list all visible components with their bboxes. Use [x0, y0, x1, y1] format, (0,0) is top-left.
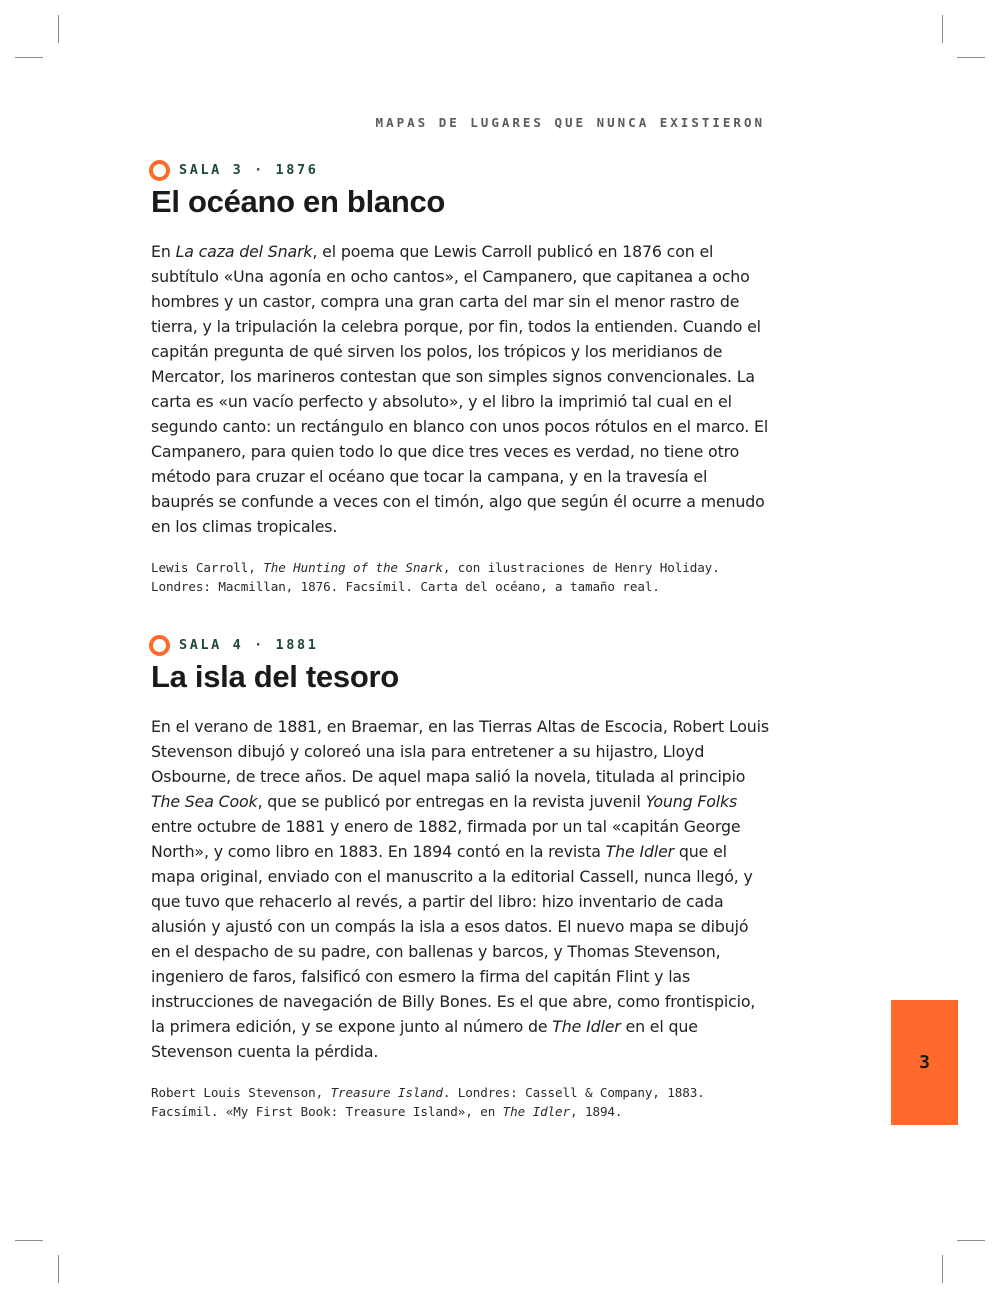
italic-text: The Idler: [552, 1017, 621, 1036]
section-sala-3: [151, 160, 769, 596]
italic-text: The Sea Cook: [151, 792, 258, 811]
citation-line: [151, 558, 769, 577]
crop-mark: [942, 1255, 943, 1283]
ring-icon: [149, 635, 170, 656]
running-head: MAPAS DE LUGARES QUE NUNCA EXISTIERON: [375, 115, 765, 130]
body-text: en el que Stevenson cuenta la pérdida.: [151, 1017, 698, 1061]
citation-text: , con ilustraciones de Henry Holiday.: [442, 560, 720, 575]
citation-italic: Treasure Island: [330, 1085, 443, 1100]
crop-mark: [58, 1255, 59, 1283]
section-body: [151, 714, 769, 1064]
section-body: [151, 239, 769, 539]
kicker-label: SALA 3 · 1876: [179, 162, 319, 178]
kicker-label: SALA 4 · 1881: [179, 637, 319, 653]
body-text: entre octubre de 1881 y enero de 1882, firmada por un tal «capitán George North», y como libro en 1883. En 1894 contó en la revista: [151, 817, 741, 861]
section-title: La isla del tesoro: [151, 659, 399, 694]
italic-text: La caza del Snark: [175, 242, 313, 261]
citation-text: Robert Louis Stevenson,: [151, 1085, 331, 1100]
crop-mark: [58, 15, 59, 43]
citation-text: . Londres: Cassell & Company, 1883.: [442, 1085, 705, 1100]
crop-mark: [957, 1240, 985, 1241]
page-number-tab: [891, 1000, 958, 1125]
body-text: En el verano de 1881, en Braemar, en las Tierras Altas de Escocia, Robert Louis Stevenson dibujó y coloreó una isla para entretener a su hijastro, Lloyd Osbourne, de trece años. De aquel mapa salió la novela, titulada al principio: [151, 717, 769, 786]
section-sala-4: [151, 635, 769, 1121]
citation-line: [151, 1102, 769, 1121]
italic-text: The Idler: [605, 842, 675, 861]
ring-icon: [149, 160, 170, 181]
body-text: que el mapa original, enviado con el manuscrito a la editorial Cassell, nunca llegó, y que tuvo que rehacerlo al revés, a partir del libro: hizo inventario de cada alusión y ajustó con un compás la isla a esos datos. El nuevo mapa se dibujó en el despacho de su padre, con ballenas y barcos, y Thomas Stevenson, ingeniero de faros, falsificó con esmero la firma del capitán Flint y las instrucciones de navegación de Billy Bones. Es el que abre, como frontispicio, la primera edición, y se expone junto al número de: [151, 842, 756, 1036]
page-number: 3: [919, 1052, 930, 1073]
citation-line: [151, 577, 769, 596]
citation-line: [151, 1083, 769, 1102]
italic-text: Young Folks: [645, 792, 738, 811]
body-text: , el poema que Lewis Carroll publicó en 1876 con el subtítulo «Una agonía en ocho cantos», el Campanero, que capitanea a ocho hombres y un castor, compra una gran carta del mar sin el menor rastro de tierra, y la tripulación la celebra porque, por fin, todos la entienden. Cuando el capitán pregunta de qué sirven los polos, los trópicos y los meridianos de Mercator, los marineros contestan que son simples signos convencionales. La carta es «un vacío perfecto y absoluto», y el libro la imprimió tal cual en el segundo canto: un rectángulo en blanco con unos pocos rótulos en el marco. El Campanero, para quien todo lo que dice tres veces es verdad, no tiene otro método para cruzar el océano que tocar la campana, y en la travesía el bauprés se confunde a veces con el timón, algo que según él ocurre a menudo en los climas tropicales.: [151, 242, 769, 536]
crop-mark: [942, 15, 943, 43]
citation-text: Lewis Carroll,: [151, 560, 264, 575]
section-kicker: [151, 635, 769, 655]
section-title: El océano en blanco: [151, 184, 446, 219]
body-text: , que se publicó por entregas en la revista juvenil: [257, 792, 646, 811]
crop-mark: [15, 57, 43, 58]
citation-text: , 1894.: [570, 1104, 623, 1119]
citation-italic: The Idler: [502, 1104, 571, 1119]
crop-mark: [957, 57, 985, 58]
section-citation: [151, 558, 769, 596]
citation-text: Londres: Macmillan, 1876. Facsímil. Carta del océano, a tamaño real.: [151, 579, 660, 594]
section-kicker: [151, 160, 769, 180]
body-text: En: [151, 242, 176, 261]
section-citation: [151, 1083, 769, 1121]
crop-mark: [15, 1240, 43, 1241]
citation-italic: The Hunting of the Snark: [263, 560, 443, 575]
citation-text: Facsímil. «My First Book: Treasure Island», en: [151, 1104, 503, 1119]
